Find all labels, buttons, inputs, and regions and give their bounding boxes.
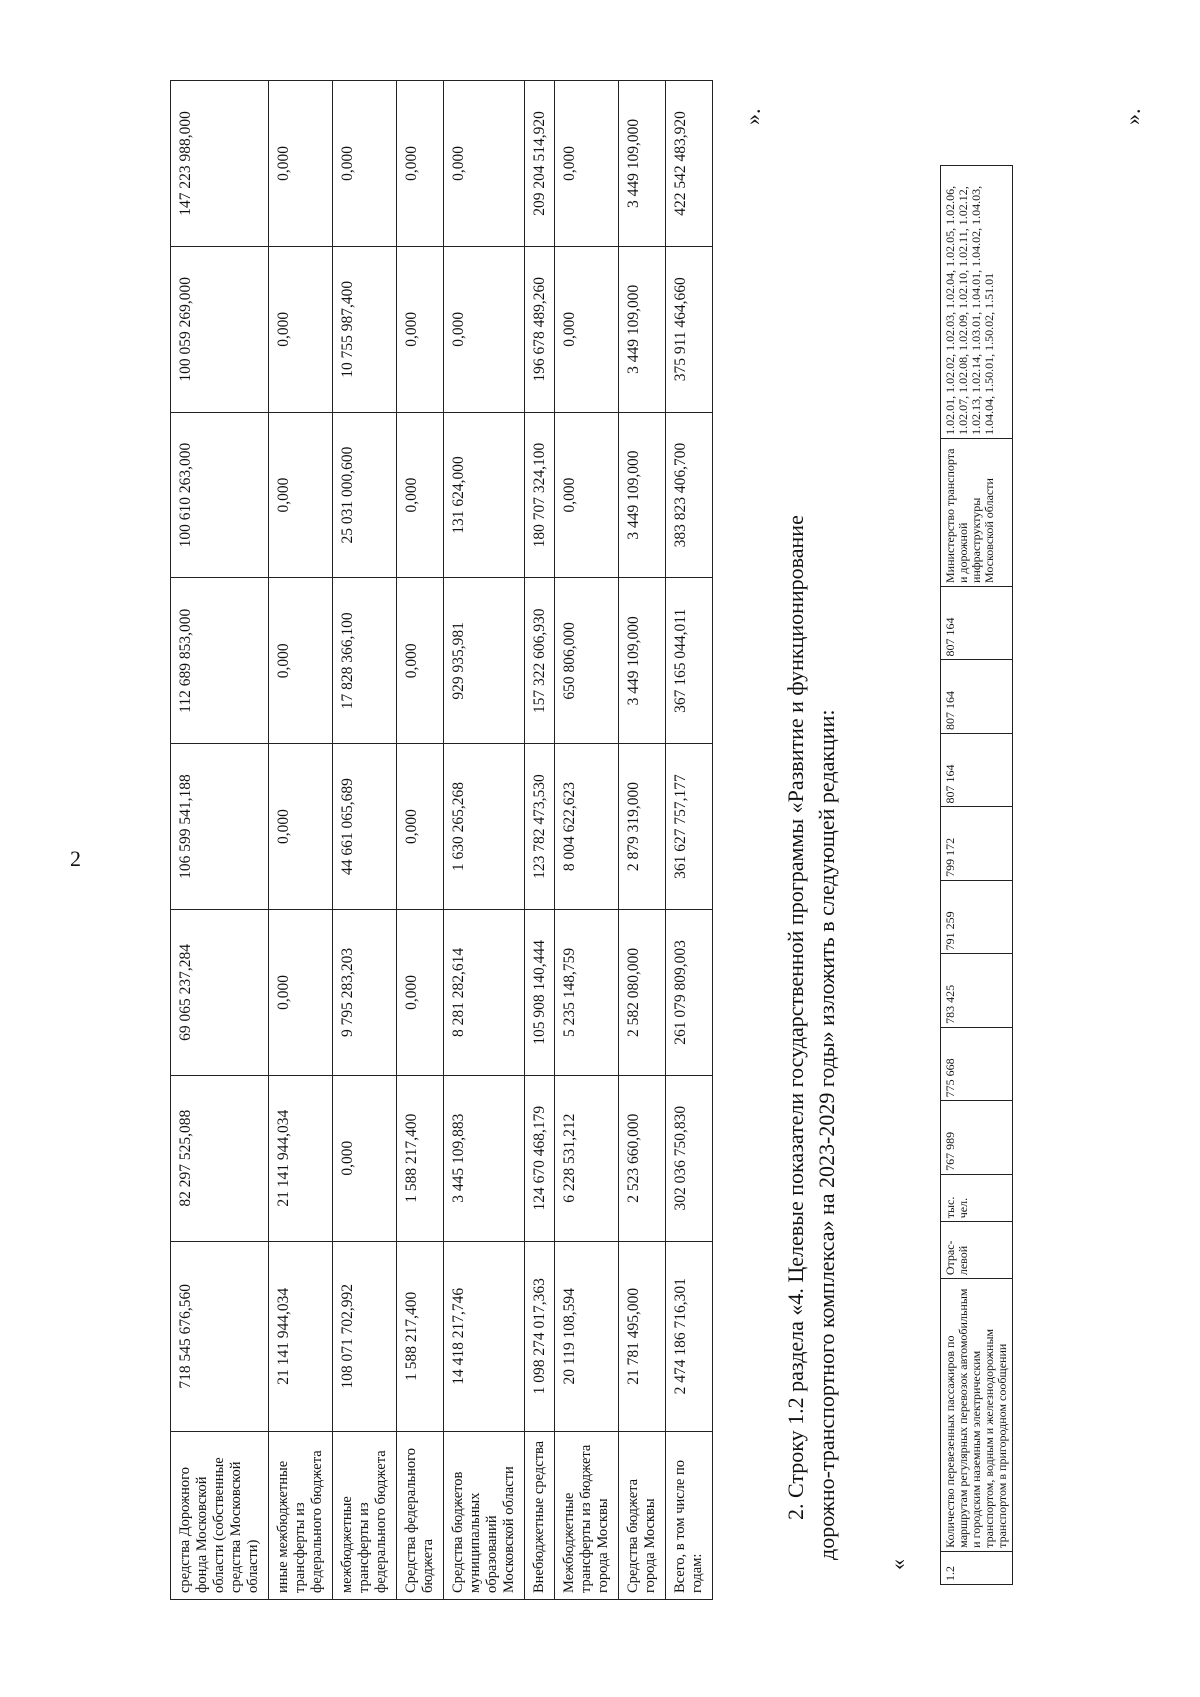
finance-value-cell: 147 223 988,000 (171, 81, 269, 247)
finance-value-cell: 0,000 (269, 910, 333, 1076)
indicator-value: 799 172 (941, 807, 1013, 880)
finance-value-cell: 14 418 217,746 (444, 1241, 525, 1431)
finance-value-cell: 131 624,000 (444, 412, 525, 578)
finance-row-label: Средства бюджетов муниципальных образований Московской области (444, 1431, 525, 1599)
finance-value-cell: 0,000 (555, 412, 619, 578)
indicator-value: 807 164 (941, 660, 1013, 733)
amendment-paragraph (780, 60, 842, 1560)
finance-value-cell: 157 322 606,930 (525, 578, 555, 744)
finance-value-cell: 261 079 809,003 (666, 910, 713, 1076)
finance-value-cell: 112 689 853,000 (171, 578, 269, 744)
finance-value-cell: 0,000 (269, 246, 333, 412)
page-number: 2 (70, 846, 81, 871)
finance-row-label: средства Дорожного фонда Московской области (собственные средства Московской области) (171, 1431, 269, 1599)
indicator-codes: 1.02.01, 1.02.02, 1.02.03, 1.02.04, 1.02.05, 1.02.06, 1.02.07, 1.02.08, 1.02.09, 1.02.10, 1.02.11, 1.02.12, 1.02.13, 1.02.14, 1.03.01, 1.04.01, 1.04.02, 1.04.03, 1.04.04, 1.50.01, 1.50.02, 1.51.01 (941, 166, 1013, 439)
finance-value-cell: 383 823 406,700 (666, 412, 713, 578)
rotated-content (120, 0, 1200, 1600)
finance-value-cell: 180 707 324,100 (525, 412, 555, 578)
finance-value-cell: 21 141 944,034 (269, 1241, 333, 1431)
finance-value-cell: 5 235 148,759 (555, 910, 619, 1076)
paragraph-line-2: дорожно-транспортного комплекса» на 2023-2029 годы» изложить в следующей редакции: (814, 709, 839, 1560)
finance-value-cell: 2 474 186 716,301 (666, 1241, 713, 1431)
finance-value-cell: 6 228 531,212 (555, 1075, 619, 1241)
finance-value-cell: 1 588 217,400 (397, 1241, 444, 1431)
finance-value-cell: 0,000 (397, 81, 444, 247)
finance-value-cell: 82 297 525,088 (171, 1075, 269, 1241)
indicator-value: 807 164 (941, 586, 1013, 659)
finance-value-cell: 2 523 660,000 (619, 1075, 666, 1241)
finance-row (397, 81, 444, 1600)
finance-value-cell: 718 545 676,560 (171, 1241, 269, 1431)
indicator-row (941, 166, 1013, 1585)
finance-value-cell: 1 588 217,400 (397, 1075, 444, 1241)
closing-quote-2: ». (1120, 108, 1145, 125)
finance-value-cell: 8 281 282,614 (444, 910, 525, 1076)
finance-value-cell: 367 165 044,011 (666, 578, 713, 744)
finance-value-cell: 0,000 (397, 744, 444, 910)
finance-value-cell: 1 098 274 017,363 (525, 1241, 555, 1431)
finance-table (170, 80, 713, 1600)
finance-value-cell: 0,000 (555, 246, 619, 412)
finance-value-cell: 3 445 109,883 (444, 1075, 525, 1241)
finance-row (171, 81, 269, 1600)
finance-row-label: иные межбюджетные трансферты из федерального бюджета (269, 1431, 333, 1599)
finance-value-cell: 20 119 108,594 (555, 1241, 619, 1431)
finance-value-cell: 21 141 944,034 (269, 1075, 333, 1241)
finance-value-cell: 1 630 265,268 (444, 744, 525, 910)
finance-value-cell: 209 204 514,920 (525, 81, 555, 247)
finance-value-cell: 302 036 750,830 (666, 1075, 713, 1241)
finance-value-cell: 8 004 622,623 (555, 744, 619, 910)
finance-value-cell: 2 879 319,000 (619, 744, 666, 910)
opening-quote: « (885, 1559, 910, 1570)
indicator-value: 775 668 (941, 1027, 1013, 1100)
finance-value-cell: 3 449 109,000 (619, 246, 666, 412)
finance-value-cell: 0,000 (333, 1075, 397, 1241)
finance-value-cell: 0,000 (397, 910, 444, 1076)
finance-value-cell: 3 449 109,000 (619, 81, 666, 247)
finance-row-label: межбюджетные трансферты из федерального бюджета (333, 1431, 397, 1599)
finance-value-cell: 100 059 269,000 (171, 246, 269, 412)
finance-row (333, 81, 397, 1600)
finance-value-cell: 0,000 (444, 246, 525, 412)
finance-value-cell: 422 542 483,920 (666, 81, 713, 247)
finance-row-label: Средства бюджета города Москвы (619, 1431, 666, 1599)
finance-row (619, 81, 666, 1600)
finance-value-cell: 25 031 000,600 (333, 412, 397, 578)
finance-value-cell: 0,000 (269, 744, 333, 910)
finance-value-cell: 9 795 283,203 (333, 910, 397, 1076)
finance-value-cell: 2 582 080,000 (619, 910, 666, 1076)
finance-value-cell: 124 670 468,179 (525, 1075, 555, 1241)
finance-value-cell: 123 782 473,530 (525, 744, 555, 910)
finance-value-cell: 3 449 109,000 (619, 578, 666, 744)
finance-row (269, 81, 333, 1600)
indicator-responsible: Министерство транспорта и дорожной инфраструктуры Московской области (941, 438, 1013, 586)
finance-value-cell: 196 678 489,260 (525, 246, 555, 412)
finance-value-cell: 0,000 (555, 81, 619, 247)
finance-value-cell: 0,000 (444, 81, 525, 247)
finance-row (666, 81, 713, 1600)
finance-row (444, 81, 525, 1600)
finance-row-label: Всего, в том числе по годам: (666, 1431, 713, 1599)
finance-value-cell: 106 599 541,188 (171, 744, 269, 910)
indicator-name: Количество перевезенных пассажиров по маршрутам регулярных перевозок автомобильным и городским наземным электрическим транспортом, водным и железнодорожным транспортом в пригородном сообщении (941, 1279, 1013, 1552)
finance-row-label: Средства федерального бюджета (397, 1431, 444, 1599)
closing-quote: ». (740, 108, 765, 125)
finance-value-cell: 0,000 (397, 246, 444, 412)
paragraph-line-1: 2. Строку 1.2 раздела «4. Целевые показатели государственной программы «Развитие и функционирование (783, 515, 808, 1520)
finance-value-cell: 69 065 237,284 (171, 910, 269, 1076)
finance-value-cell: 0,000 (333, 81, 397, 247)
indicator-value: 791 259 (941, 880, 1013, 953)
finance-value-cell: 3 449 109,000 (619, 412, 666, 578)
indicator-value: 807 164 (941, 733, 1013, 806)
finance-value-cell: 100 610 263,000 (171, 412, 269, 578)
finance-row (555, 81, 619, 1600)
finance-value-cell: 21 781 495,000 (619, 1241, 666, 1431)
finance-row-label: Межбюджетные трансферты из бюджета города Москвы (555, 1431, 619, 1599)
finance-value-cell: 0,000 (269, 578, 333, 744)
finance-value-cell: 0,000 (397, 412, 444, 578)
finance-value-cell: 44 661 065,689 (333, 744, 397, 910)
finance-row (525, 81, 555, 1600)
indicator-type: Отрас-левой (941, 1222, 1013, 1279)
finance-value-cell: 10 755 987,400 (333, 246, 397, 412)
finance-value-cell: 361 627 757,177 (666, 744, 713, 910)
finance-value-cell: 929 935,981 (444, 578, 525, 744)
indicator-unit: тыс. чел. (941, 1174, 1013, 1221)
finance-value-cell: 650 806,000 (555, 578, 619, 744)
finance-value-cell: 0,000 (269, 81, 333, 247)
indicator-number: 1.2 (941, 1551, 1013, 1584)
finance-row-label: Внебюджетные средства (525, 1431, 555, 1599)
finance-value-cell: 0,000 (269, 412, 333, 578)
finance-value-cell: 375 911 464,660 (666, 246, 713, 412)
finance-value-cell: 105 908 140,444 (525, 910, 555, 1076)
indicator-value: 767 989 (941, 1101, 1013, 1174)
finance-value-cell: 108 071 702,992 (333, 1241, 397, 1431)
indicator-table (940, 165, 1013, 1585)
indicator-value: 783 425 (941, 954, 1013, 1027)
finance-value-cell: 0,000 (397, 578, 444, 744)
finance-value-cell: 17 828 366,100 (333, 578, 397, 744)
